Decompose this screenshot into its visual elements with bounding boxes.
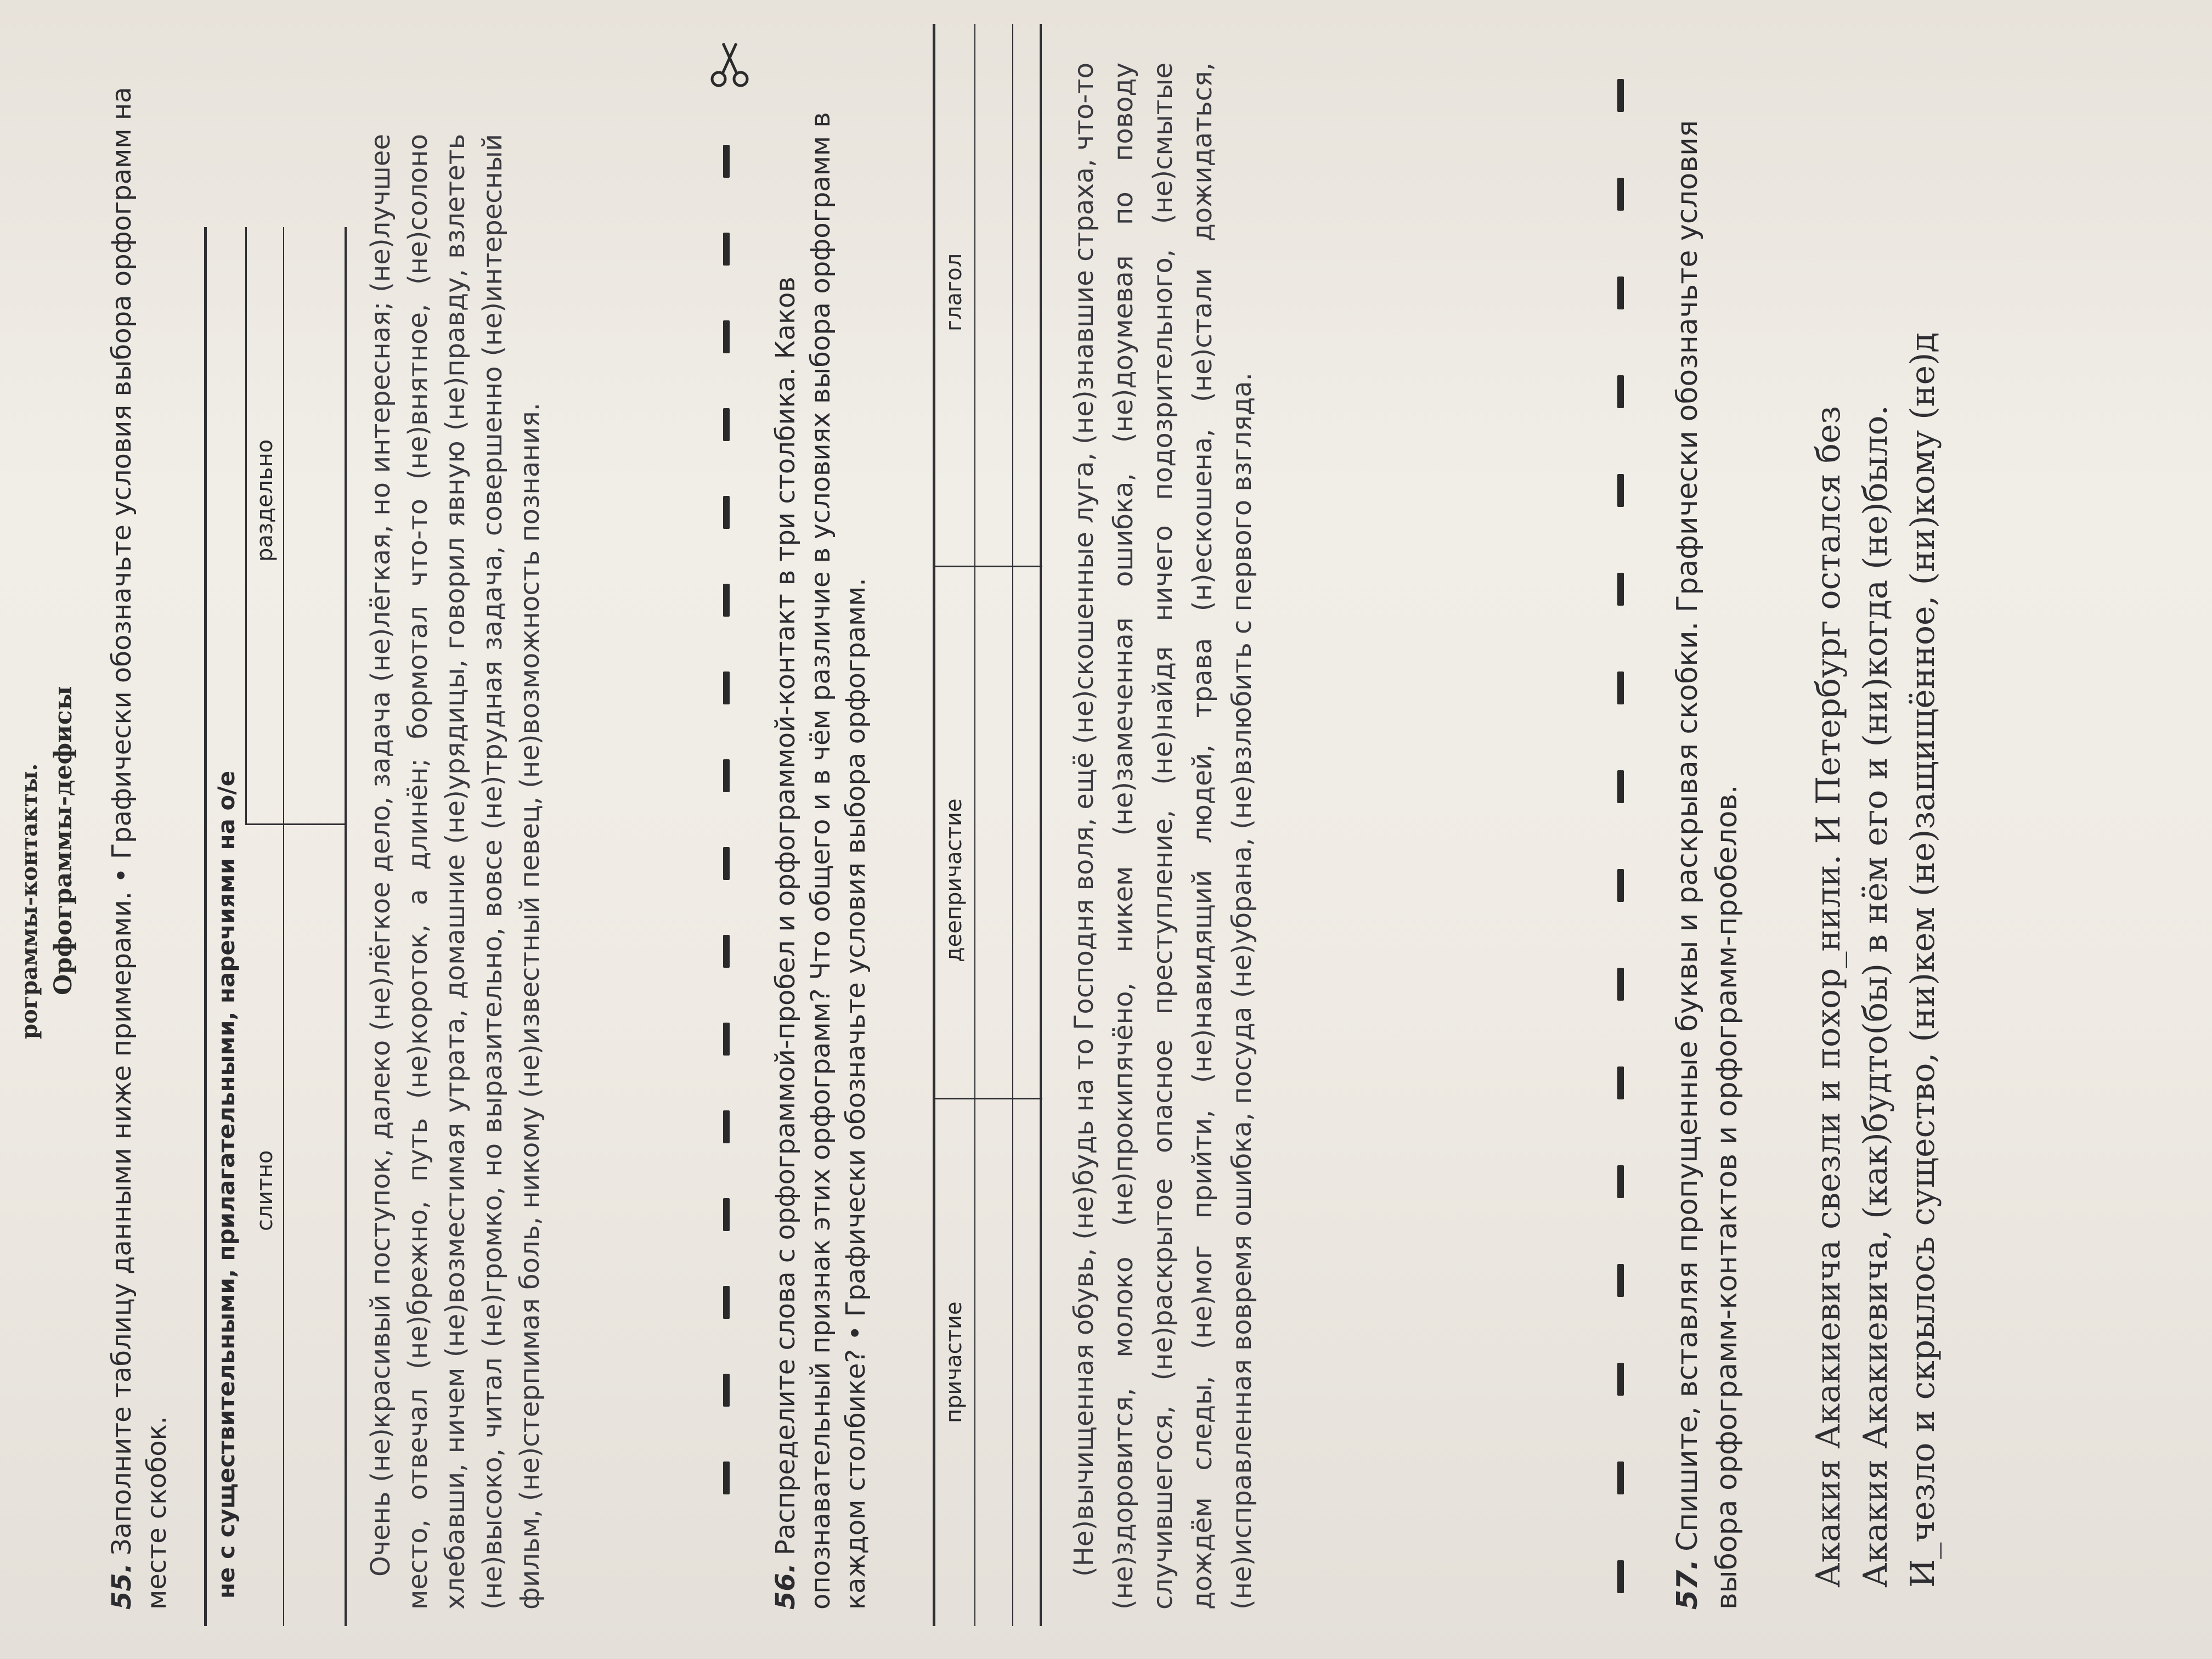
text-line: Акакия Акакиевича, (как)будто(бы) в нём его и (ни)когда (не)было. xyxy=(1857,405,1895,1588)
table-top-rule xyxy=(204,227,207,1626)
column-header-razdelno: раздельно xyxy=(252,439,278,562)
exercise-number: 56. xyxy=(770,1562,801,1610)
exercise-56-instruction xyxy=(768,57,873,1610)
exercise-57-instruction xyxy=(1668,30,1747,1610)
table-row-rule xyxy=(1012,24,1013,1626)
exercise-number: 57. xyxy=(1671,1559,1704,1610)
table-divider xyxy=(245,823,347,825)
instruction-text: Распределите слова с орфограммой-пробел и орфограммой-контакт в три столбика. Каков опознавательный признак этих орфограмм? Что общего и в чём различие в условиях выбора орфограмм в каждом столбике? • Графически обозначьте условия выбора орфограмм. xyxy=(770,112,871,1610)
cut-line xyxy=(1617,0,1628,1659)
exercise-57-text xyxy=(1805,0,1946,1588)
table-row-rule xyxy=(283,227,284,1626)
table-row-rule xyxy=(974,24,975,1626)
table-sub-rule xyxy=(245,227,247,825)
column-header-prichastie: причастие xyxy=(941,1301,967,1423)
instruction-text: Заполните таблицу данными ниже примерами. • Графически обозначьте условия выбора орфограмм на месте скобок. xyxy=(106,87,172,1610)
scissors-icon xyxy=(708,41,752,90)
table-top-rule xyxy=(933,24,935,1626)
exercise-55-text: Очень (не)красивый поступок, далеко (не)лёгкое дело, задача (не)лёгкая, но интересная; (не)лучшее место, отвечал (не)брежно, путь (не)короток, а длинён; бормотал что-то (не)внятное, (не)солоно хлебавши, ничем (не)возместимая утрата, домашние (не)урядицы, говорил явную (не)правду, взлететь (не)высоко, читал (не)громко, но выразительно, вовсе (не)трудная задача, совершенно (не)интересный фильм, (не)стерпимая боль, никому (не)известный певец, (не)возможность познания. xyxy=(365,134,545,1610)
table-bottom-rule xyxy=(345,227,347,1626)
table-bottom-rule xyxy=(1040,24,1042,1626)
column-header-glagol: глагол xyxy=(941,253,967,331)
exercise-56-text: (Не)вычищенная обувь, (не)будь на то Господня воля, ещё (не)скошенные луга, (не)знавшие страха, что-то (не)здоровится, молоко (не)прокипячёно, никем (не)замеченная ошибка, (не)доумевая по поводу случившегося, (не)раскрытое опасное преступление, (не)найдя ничего подозрительного, (не)смытые дождём следы, (не)мог прийти, (не)навидящий людей, трава (н)ескошена, (не)стали дожидаться, (не)исправленная вовремя ошибка, посуда (не)убрана, (не)взлюбить с первого взгляда. xyxy=(1069,63,1257,1610)
table-divider xyxy=(933,1098,1042,1099)
instruction-text: Спишите, вставляя пропущенные буквы и раскрывая скобки. Графически обозначьте условия выбора орфограмм-контактов и орфограмм-пробелов. xyxy=(1671,120,1743,1610)
column-header-deeprichastie: деепричастие xyxy=(941,798,967,962)
running-header: Орфограммы-дефисы xyxy=(49,686,77,995)
exercise-55-instruction xyxy=(104,63,174,1610)
text-line: Акакия Акакиевича свезли и похор_нили. И Петербург остался без xyxy=(1809,405,1848,1588)
column-header-slitno: слитно xyxy=(252,1150,278,1231)
table-55-title: не с существительными, прилагательными, наречиями на о/е xyxy=(213,770,240,1599)
table-divider xyxy=(933,566,1042,567)
running-header-top: рограммы-контакты. xyxy=(16,763,42,1039)
exercise-number: 55. xyxy=(106,1562,137,1610)
cut-line xyxy=(723,0,734,1659)
text-line: И_чезло и скрылось существо, (ни)кем (не)защищённое, (ни)кому (не)д xyxy=(1904,332,1942,1588)
